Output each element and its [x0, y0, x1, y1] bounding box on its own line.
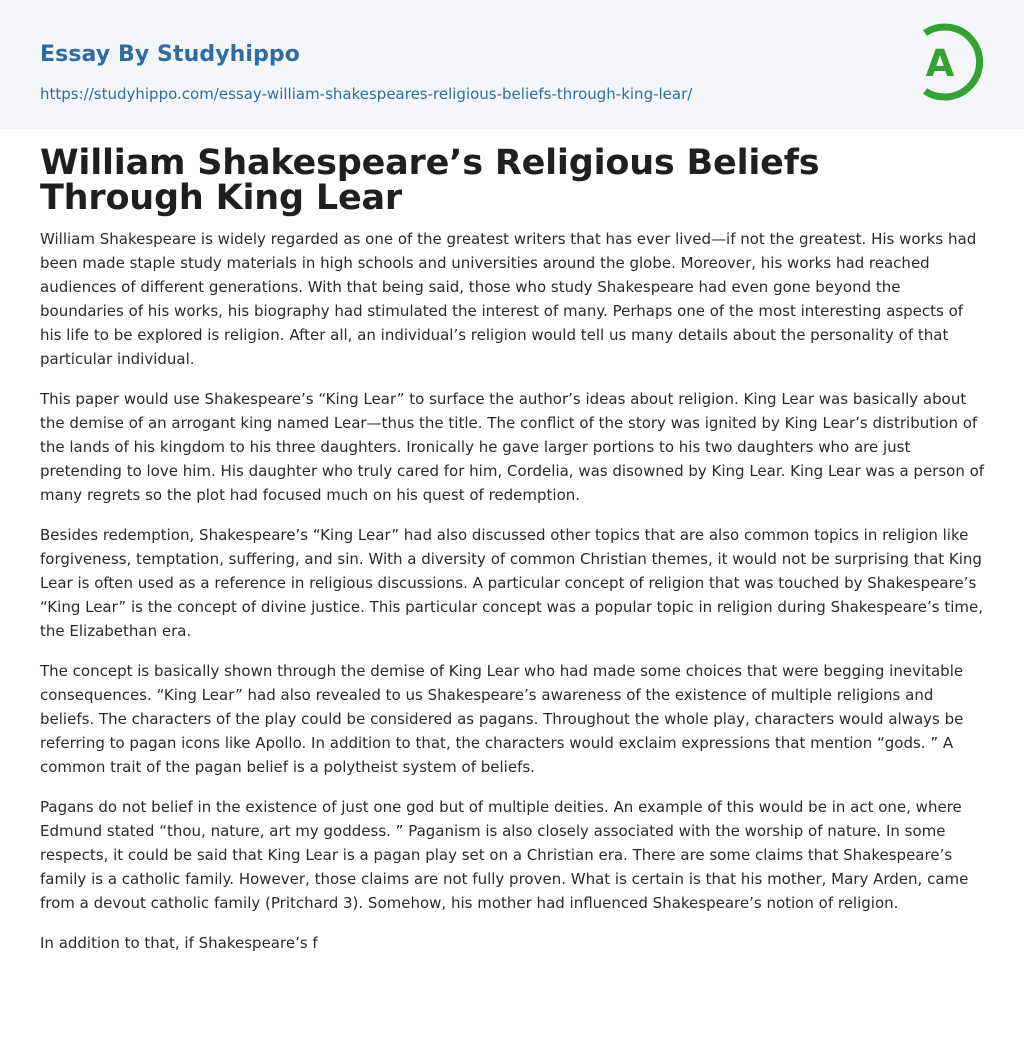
article-paragraph: This paper would use Shakespeare’s “King Lear” to surface the author’s ideas about religion. King Lear was basically about the demise of an arrogant king named Lear—thus the title. The conflict of the story was ignited by King Lear’s distribution of the lands of his kingdom to his three daughters. Ironically he gave larger portions to his two daughters who are just pretending to love him. His daughter who truly cared for him, Cordelia, was disowned by King Lear. King Lear was a person of many regrets so the plot had focused much on his quest of redemption. [40, 390, 985, 504]
source-url-link[interactable]: https://studyhippo.com/essay-william-shakespeares-religious-beliefs-through-king-lear/ [40, 85, 693, 103]
brand-title[interactable]: Essay By Studyhippo [40, 42, 300, 67]
article [40, 143, 986, 971]
article-paragraph: Pagans do not belief in the existence of just one god but of multiple deities. An example of this would be in act one, where Edmund stated “thou, nature, art my goddess. ” Paganism is also closely associated with the worship of nature. In some respects, it could be said that King Lear is a pagan play set on a Christian era. There are some claims that Shakespeare’s family is a catholic family. However, those claims are not fully proven. What is certain is that his mother, Mary Arden, came from a devout catholic family (Pritchard 3). Somehow, his mother had influenced Shakespeare’s notion of religion. [40, 798, 969, 912]
site-header [0, 0, 1024, 129]
article-paragraph: The concept is basically shown through the demise of King Lear who had made some choices that were begging inevitable consequences. “King Lear” had also revealed to us Shakespeare’s awareness of the existence of multiple religions and beliefs. The characters of the play could be considered as pagans. Throughout the whole play, characters would always be referring to pagan icons like Apollo. In addition to that, the characters would exclaim expressions that mention “gods. ” A common trait of the pagan belief is a polytheist system of beliefs. [40, 662, 964, 776]
article-paragraph: Besides redemption, Shakespeare’s “King Lear” had also discussed other topics that are also common topics in religion like forgiveness, temptation, suffering, and sin. With a diversity of common Christian themes, it would not be surprising that King Lear is often used as a reference in religious discussions. A particular concept of religion that was touched by Shakespeare’s “King Lear” is the concept of divine justice. This particular concept was a popular topic in religion during Shakespeare’s time, the Elizabethan era. [40, 526, 984, 640]
letter-a-ring-logo-icon[interactable] [913, 19, 985, 105]
article-paragraph: William Shakespeare is widely regarded as one of the greatest writers that has ever lived—if not the greatest. His works had been made staple study materials in high schools and universities around the globe. Moreover, his works had reached audiences of different generations. With that being said, those who study Shakespeare had even gone beyond the boundaries of his works, his biography had stimulated the interest of many. Perhaps one of the most interesting aspects of his life to be explored is religion. After all, an individual’s religion would tell us many details about the personality of that particular individual. [40, 230, 977, 368]
logo-letter: A [925, 42, 955, 85]
page-title: William Shakespeare’s Religious Beliefs Through King Lear [40, 143, 820, 218]
article-paragraph-truncated: In addition to that, if Shakespeare’s f [40, 934, 318, 952]
